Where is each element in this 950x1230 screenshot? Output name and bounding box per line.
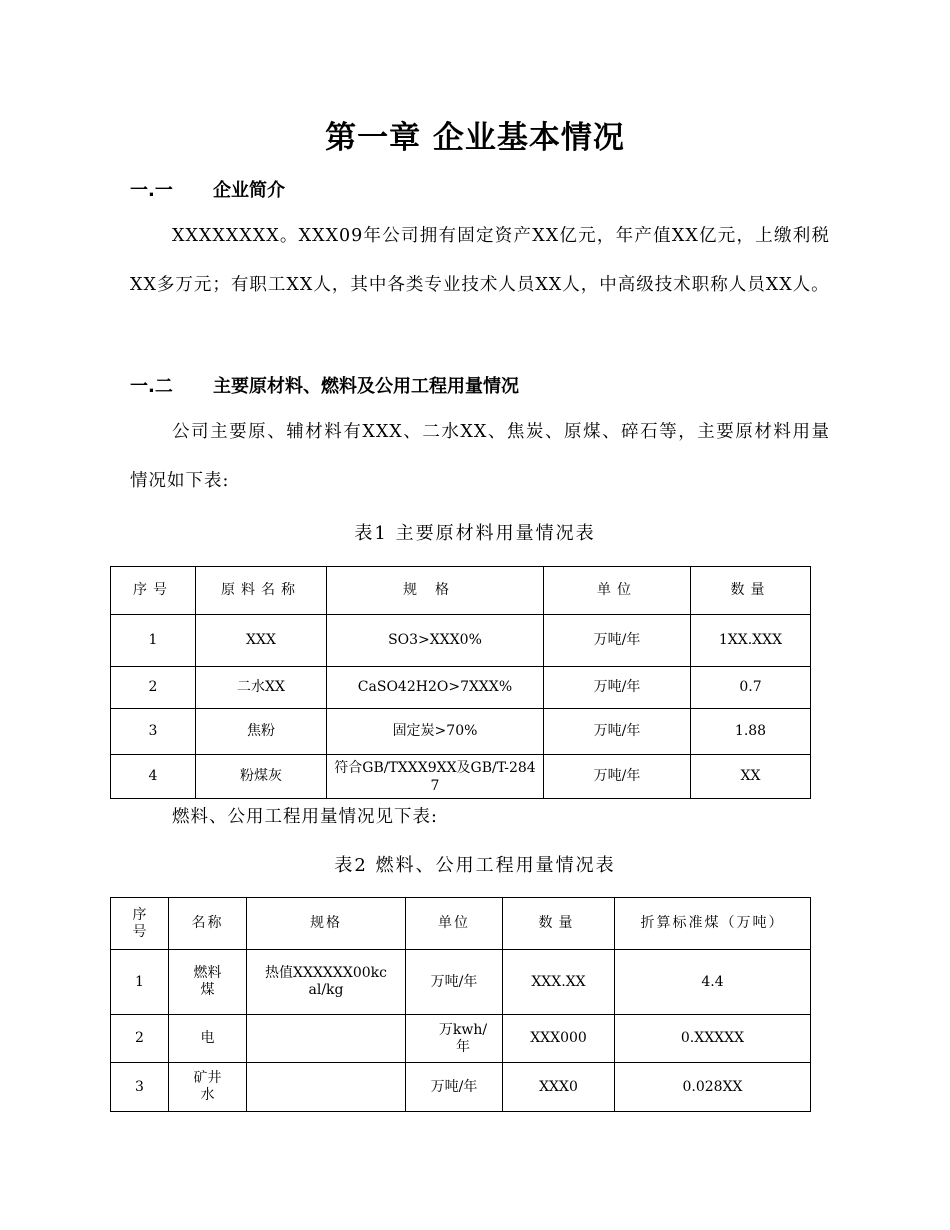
table-cell: 燃料煤 <box>169 950 247 1015</box>
table-cell: 3 <box>111 709 196 755</box>
table-row <box>111 1015 811 1063</box>
table-cell: 万kwh/年 <box>406 1015 503 1063</box>
table-cell: 1.88 <box>691 709 811 755</box>
table-cell: XXX.XX <box>503 950 615 1015</box>
table-cell: XXX0 <box>503 1063 615 1112</box>
table-cell: XXX <box>196 615 327 667</box>
table-cell: 万吨/年 <box>544 709 691 755</box>
section-title: 企业简介 <box>213 180 285 201</box>
table-row <box>111 615 811 667</box>
table-cell: 粉煤灰 <box>196 755 327 799</box>
table-cell <box>247 1063 406 1112</box>
materials-table <box>110 566 811 799</box>
table-cell: 0.028XX <box>615 1063 811 1112</box>
table-cell: 2 <box>111 1015 169 1063</box>
table-cell: 二水XX <box>196 667 327 709</box>
table-cell: 0.7 <box>691 667 811 709</box>
header-cell: 数量 <box>503 898 615 950</box>
intro-paragraph: XXXXXXXX。XXX09年公司拥有固定资产XX亿元，年产值XX亿元，上缴利税XX多万元；有职工XX人，其中各类专业技术人员XX人，中高级技术职称人员XX人。 <box>130 226 830 295</box>
table-cell: 2 <box>111 667 196 709</box>
section-title: 主要原材料、燃料及公用工程用量情况 <box>213 376 519 397</box>
fuel-utility-table <box>110 897 811 1112</box>
table-row <box>111 709 811 755</box>
table-cell: CaSO42H2O>7XXX% <box>327 667 544 709</box>
header-cell: 名称 <box>169 898 247 950</box>
header-cell: 规格 <box>247 898 406 950</box>
table-cell: 4 <box>111 755 196 799</box>
table-cell: 3 <box>111 1063 169 1112</box>
table-cell: SO3>XXX0% <box>327 615 544 667</box>
table-row <box>111 667 811 709</box>
table2-caption: 表2 燃料、公用工程用量情况表 <box>334 855 616 876</box>
table-cell: 固定炭>70% <box>327 709 544 755</box>
table-row <box>111 950 811 1015</box>
table-cell: 1XX.XXX <box>691 615 811 667</box>
header-cell: 单位 <box>544 567 691 615</box>
table-cell: 1 <box>111 615 196 667</box>
table-cell: 4.4 <box>615 950 811 1015</box>
header-cell: 单位 <box>406 898 503 950</box>
table-cell: 万吨/年 <box>544 755 691 799</box>
header-cell: 原料名称 <box>196 567 327 615</box>
table-cell: XXX000 <box>503 1015 615 1063</box>
section-number: 一.一 <box>130 180 173 201</box>
section-heading-2 <box>130 372 519 398</box>
page-title: 第一章 企业基本情况 <box>325 120 625 156</box>
table1-caption: 表1 主要原材料用量情况表 <box>354 523 596 544</box>
between-text: 燃料、公用工程用量情况见下表: <box>172 807 438 827</box>
table-header-row <box>111 898 811 950</box>
header-cell: 序号 <box>111 898 169 950</box>
table-row <box>111 1063 811 1112</box>
table-header-row <box>111 567 811 615</box>
header-cell: 折算标准煤（万吨） <box>615 898 811 950</box>
table-cell: 电 <box>169 1015 247 1063</box>
table-cell: 热值XXXXXX00kcal/kg <box>247 950 406 1015</box>
header-cell: 规格 <box>327 567 544 615</box>
header-cell: 数量 <box>691 567 811 615</box>
table-cell: 万吨/年 <box>544 667 691 709</box>
table-cell: 1 <box>111 950 169 1015</box>
table-cell: 万吨/年 <box>544 615 691 667</box>
table-cell: 焦粉 <box>196 709 327 755</box>
table-cell: 万吨/年 <box>406 1063 503 1112</box>
table-cell: 万吨/年 <box>406 950 503 1015</box>
table-cell: 符合GB/TXXX9XX及GB/T-2847 <box>327 755 544 799</box>
table-cell <box>247 1015 406 1063</box>
table-cell: XX <box>691 755 811 799</box>
header-cell: 序号 <box>111 567 196 615</box>
table-row <box>111 755 811 799</box>
section-heading-1 <box>130 176 285 202</box>
table-cell: 0.XXXXX <box>615 1015 811 1063</box>
table-cell: 矿井水 <box>169 1063 247 1112</box>
section-number: 一.二 <box>130 376 173 397</box>
materials-paragraph: 公司主要原、辅材料有XXX、二水XX、焦炭、原煤、碎石等，主要原材料用量情况如下表: <box>130 422 830 491</box>
